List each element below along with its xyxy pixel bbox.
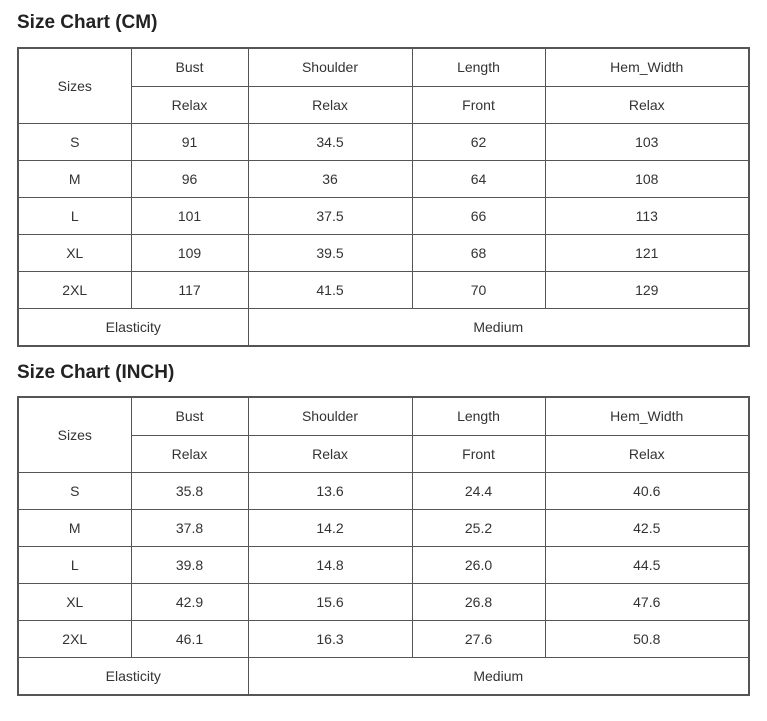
column-header-shoulder: Shoulder xyxy=(248,397,412,435)
table-row xyxy=(18,584,749,621)
size-chart-inch-title: Size Chart (INCH) xyxy=(17,362,175,383)
length-cell: 70 xyxy=(412,272,545,309)
subheader-length: Front xyxy=(412,86,545,124)
column-header-shoulder: Shoulder xyxy=(248,48,412,86)
sizes-header: Sizes xyxy=(18,397,131,473)
sizes-header: Sizes xyxy=(18,48,131,124)
column-header-length: Length xyxy=(412,397,545,435)
length-cell: 25.2 xyxy=(412,510,545,547)
subheader-hem-width: Relax xyxy=(545,435,749,473)
subheader-bust: Relax xyxy=(131,435,248,473)
hem-width-cell: 50.8 xyxy=(545,621,749,658)
size-cell: XL xyxy=(18,235,131,272)
table-row xyxy=(18,161,749,198)
elasticity-row xyxy=(18,658,749,696)
size-cell: L xyxy=(18,547,131,584)
length-cell: 26.0 xyxy=(412,547,545,584)
subheader-length: Front xyxy=(412,435,545,473)
bust-cell: 42.9 xyxy=(131,584,248,621)
bust-cell: 46.1 xyxy=(131,621,248,658)
subheader-hem-width: Relax xyxy=(545,86,749,124)
hem-width-cell: 47.6 xyxy=(545,584,749,621)
elasticity-value: Medium xyxy=(248,309,749,347)
shoulder-cell: 36 xyxy=(248,161,412,198)
shoulder-cell: 39.5 xyxy=(248,235,412,272)
bust-cell: 37.8 xyxy=(131,510,248,547)
shoulder-cell: 16.3 xyxy=(248,621,412,658)
column-header-bust: Bust xyxy=(131,48,248,86)
size-cell: L xyxy=(18,198,131,235)
bust-cell: 109 xyxy=(131,235,248,272)
size-cell: S xyxy=(18,473,131,510)
hem-width-cell: 121 xyxy=(545,235,749,272)
size-cell: XL xyxy=(18,584,131,621)
table-row xyxy=(18,621,749,658)
length-cell: 68 xyxy=(412,235,545,272)
bust-cell: 101 xyxy=(131,198,248,235)
column-header-length: Length xyxy=(412,48,545,86)
bust-cell: 117 xyxy=(131,272,248,309)
elasticity-row xyxy=(18,309,749,347)
length-cell: 64 xyxy=(412,161,545,198)
hem-width-cell: 108 xyxy=(545,161,749,198)
elasticity-value: Medium xyxy=(248,658,749,696)
bust-cell: 91 xyxy=(131,124,248,161)
shoulder-cell: 13.6 xyxy=(248,473,412,510)
size-cell: S xyxy=(18,124,131,161)
length-cell: 26.8 xyxy=(412,584,545,621)
size-chart-cm-table xyxy=(17,47,750,347)
column-header-bust: Bust xyxy=(131,397,248,435)
shoulder-cell: 34.5 xyxy=(248,124,412,161)
column-header-hem-width: Hem_Width xyxy=(545,397,749,435)
size-cell: 2XL xyxy=(18,272,131,309)
hem-width-cell: 40.6 xyxy=(545,473,749,510)
hem-width-cell: 103 xyxy=(545,124,749,161)
subheader-shoulder: Relax xyxy=(248,86,412,124)
size-cell: M xyxy=(18,510,131,547)
table-row xyxy=(18,198,749,235)
size-chart-cm-title: Size Chart (CM) xyxy=(17,12,158,33)
shoulder-cell: 15.6 xyxy=(248,584,412,621)
shoulder-cell: 14.2 xyxy=(248,510,412,547)
bust-cell: 96 xyxy=(131,161,248,198)
table-header-row xyxy=(18,397,749,435)
size-cell: M xyxy=(18,161,131,198)
length-cell: 27.6 xyxy=(412,621,545,658)
table-row xyxy=(18,235,749,272)
table-row xyxy=(18,473,749,510)
length-cell: 62 xyxy=(412,124,545,161)
hem-width-cell: 129 xyxy=(545,272,749,309)
table-row xyxy=(18,124,749,161)
table-row xyxy=(18,547,749,584)
table-row xyxy=(18,272,749,309)
length-cell: 24.4 xyxy=(412,473,545,510)
shoulder-cell: 14.8 xyxy=(248,547,412,584)
subheader-bust: Relax xyxy=(131,86,248,124)
hem-width-cell: 44.5 xyxy=(545,547,749,584)
subheader-shoulder: Relax xyxy=(248,435,412,473)
hem-width-cell: 113 xyxy=(545,198,749,235)
size-chart-inch-table xyxy=(17,396,750,696)
shoulder-cell: 37.5 xyxy=(248,198,412,235)
size-cell: 2XL xyxy=(18,621,131,658)
column-header-hem-width: Hem_Width xyxy=(545,48,749,86)
table-header-row xyxy=(18,48,749,86)
bust-cell: 39.8 xyxy=(131,547,248,584)
bust-cell: 35.8 xyxy=(131,473,248,510)
shoulder-cell: 41.5 xyxy=(248,272,412,309)
elasticity-label: Elasticity xyxy=(18,658,248,696)
length-cell: 66 xyxy=(412,198,545,235)
hem-width-cell: 42.5 xyxy=(545,510,749,547)
elasticity-label: Elasticity xyxy=(18,309,248,347)
table-row xyxy=(18,510,749,547)
